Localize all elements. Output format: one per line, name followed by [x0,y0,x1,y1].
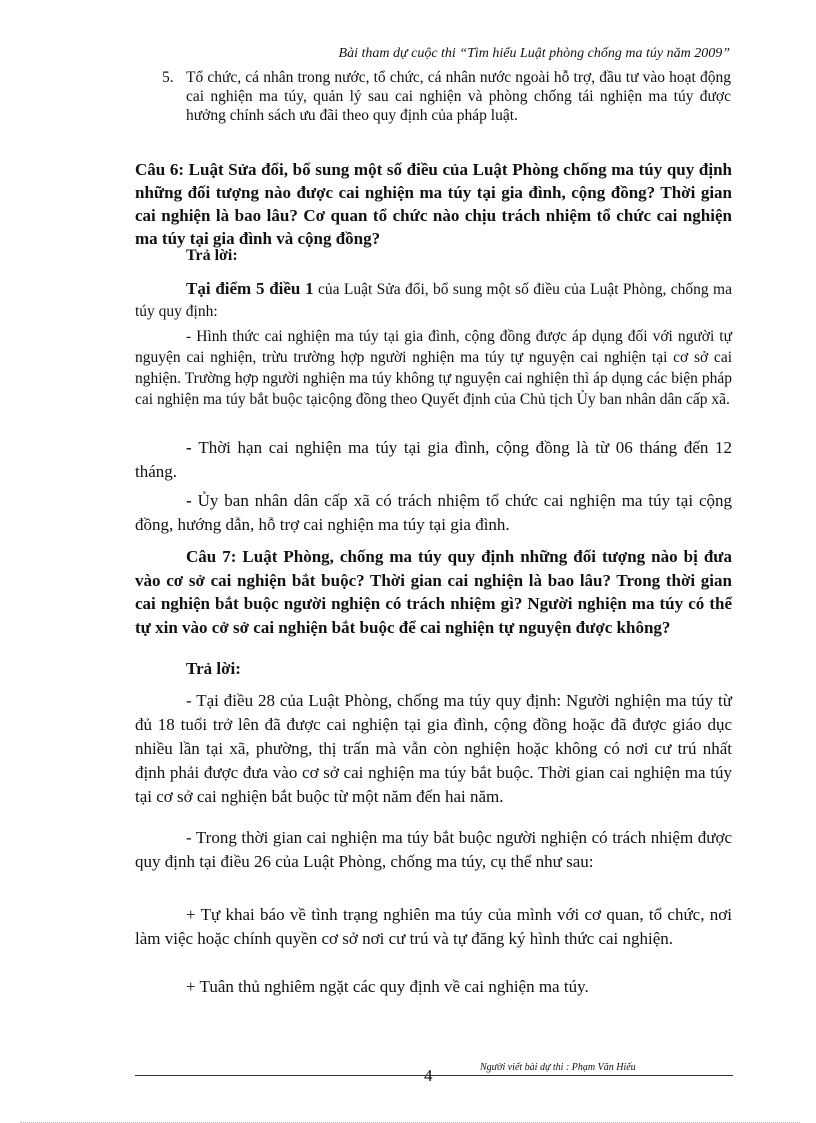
answer-label-6: Trả lời: [186,247,238,264]
q6-p2-text: Thời hạn cai nghiện ma túy tại gia đình, cộng đồng là từ 06 tháng đến 12 tháng. [135,438,733,481]
q6-p3-text: Ủy ban nhân dân cấp xã có trách nhiệm tổ chức cai nghiện ma túy tại cộng đồng, hướng dẫn, hỗ trợ cai nghiện ma túy tại gia đình. [135,491,733,534]
answer-label-7: Trả lời: [186,659,241,678]
q6-intro-bold: Tại điểm 5 điều 1 [186,279,314,298]
q6-paragraph-1: - Hình thức cai nghiện ma túy tại gia đình, cộng đồng được áp dụng đối với người tự nguyện cai nghiện, trừu trường hợp người nghiện ma túy tự nguyện cai nghiện tại cơ sở cai nghiện. Trường hợp người nghiện ma túy không tự nguyện cai nghiện thì áp dụng các biện pháp cai nghiện ma túy bắt buộc tạicộng đồng theo Quyết định của Chủ tịch Ủy ban nhân dân cấp xã. [135,328,732,408]
question-7: Câu 7: Luật Phòng, chống ma túy quy định những đối tượng nào bị đưa vào cơ sở cai nghiện bắt buộc? Thời gian cai nghiện là bao lâu? Trong thời gian cai nghiện bắt buộc người nghiện có trách nhiệm gì? Người nghiện ma túy có thể tự xin vào cở sở cai nghiện bắt buộc để cai nghiện tự nguyện được không? [135,547,732,637]
q7-paragraph-2: - Trong thời gian cai nghiện ma túy bắt buộc người nghiện có trách nhiệm được quy định tại điều 26 của Luật Phòng, chống ma túy, cụ thể như sau: [135,828,732,871]
q6-p2-dash: - [186,438,199,457]
q6-p3-dash: - [186,491,198,510]
q7-paragraph-1: - Tại điều 28 của Luật Phòng, chống ma túy quy định: Người nghiện ma túy từ đủ 18 tuổi trở lên đã được cai nghiện tại gia đình, cộng đồng hoặc đã được giáo dục nhiều lần tại xã, phường, thị trấn mà vẫn còn nghiện hoặc không có nơi cư trú nhất định phải được đưa vào cơ sở cai nghiện ma túy bắt buộc. Thời gian cai nghiện ma túy tại cơ sở cai nghiện bắt buộc từ một năm đến hai năm. [135,691,732,806]
list-item-number: 5. [162,69,174,86]
q6-intro-rest: của Luật Sửa đổi, bổ sung một số điều của Luật Phòng, chống ma túy quy định: [135,281,732,320]
footer-divider [135,1075,733,1076]
list-item-text: Tổ chức, cá nhân trong nước, tổ chức, cá nhân nước ngoài hỗ trợ, đầu tư vào hoạt động cai nghiện ma túy, quản lý sau cai nghiện và phòng chống tái nghiện ma túy được hưởng chính sách ưu đãi theo quy định của pháp luật. [186,69,731,124]
q7-paragraph-4: + Tuân thủ nghiêm ngặt các quy định về cai nghiện ma túy. [186,977,589,996]
question-6: Câu 6: Luật Sửa đổi, bổ sung một số điều của Luật Phòng chống ma túy quy định những đối tượng nào được cai nghiện ma túy tại gia đình, cộng đồng? Thời gian cai nghiện là bao lâu? Cơ quan tổ chức nào chịu trách nhiệm tổ chức cai nghiện ma túy tại gia đình và cộng đồng? [135,160,732,248]
q7-paragraph-3: + Tự khai báo về tình trạng nghiên ma túy của mình với cơ quan, tổ chức, nơi làm việc hoặc chính quyền cơ sở nơi cư trú và tự đăng ký hình thức cai nghiện. [135,905,732,948]
q6-paragraph-3 [135,489,732,537]
page-header: Bài tham dự cuộc thi “Tìm hiểu Luật phòng chống ma túy năm 2009” [338,46,730,61]
q6-paragraph-2 [135,436,732,484]
list-item-5 [162,68,731,125]
q6-intro [135,277,732,322]
page-number: 4 [424,1066,433,1085]
footer-author: Người viết bài dự thi : Phạm Văn Hiếu [480,1062,636,1073]
